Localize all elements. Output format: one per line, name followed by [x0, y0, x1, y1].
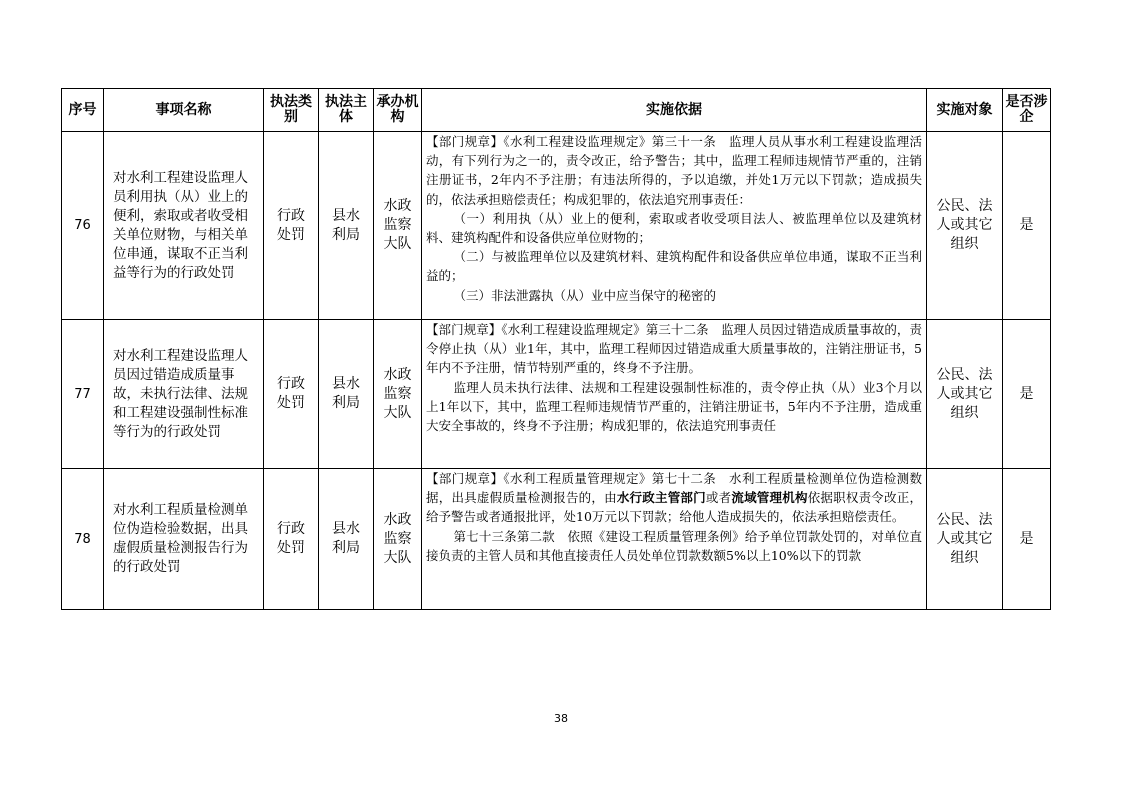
table-header-row	[62, 89, 1051, 132]
basis-text: 或者	[705, 490, 732, 506]
header-agency: 承办机构	[374, 89, 422, 132]
row-name: 对水利工程质量检测单位伪造检验数据，出具虚假质量检测报告行为的行政处罚	[104, 469, 264, 610]
basis-paragraph: 【部门规章】《水利工程建设监理规定》第三十一条 监理人员从事水利工程建设监理活动，有下列行为之一的，责令改正，给予警告；其中，监理工程师违规情节严重的，注销注册证书，2年内不予注册；有违法所得的，予以追缴，并处1万元以下罚款；造成损失的，依法承担赔偿责任；构成犯罪的，依法追究刑事责任：	[426, 134, 922, 207]
header-subject: 执法主体	[319, 89, 374, 132]
basis-bold-text: 流域管理机构	[731, 490, 808, 506]
row-name: 对水利工程建设监理人员利用执（从）业上的便利，索取或者收受相关单位财物，与相关单位串通，谋取不正当利益等行为的行政处罚	[104, 132, 264, 320]
row-category: 行政处罚	[264, 132, 319, 320]
row-enterprise: 是	[1003, 469, 1051, 610]
basis-paragraph: 监理人员未执行法律、法规和工程建设强制性标准的，责令停止执（从）业3个月以上1年以下，其中，监理工程师违规情节严重的，注销注册证书，5年内不予注册，造成重大安全事故的，终身不予注册；构成犯罪的，依法追究刑事责任	[426, 379, 922, 434]
basis-bold-text: 水行政主管部门	[616, 490, 706, 506]
header-category: 执法类别	[264, 89, 319, 132]
row-category: 行政处罚	[264, 320, 319, 469]
table-row	[62, 132, 1051, 320]
row-subject: 县水利局	[319, 469, 374, 610]
basis-text: 【部门规章】《水利工程质量管理规定》第七十二条 水利工程质量检测单位伪造检测数据，出具虚假质量检测报告的，由	[426, 471, 922, 506]
row-name: 对水利工程建设监理人员因过错造成质量事故，未执行法律、法规和工程建设强制性标准等行为的行政处罚	[104, 320, 264, 469]
header-enterprise: 是否涉企	[1003, 89, 1051, 132]
row-agency: 水政监察大队	[374, 320, 422, 469]
row-target: 公民、法人或其它组织	[927, 469, 1003, 610]
row-seq: 78	[62, 469, 104, 610]
basis-paragraph	[426, 469, 922, 527]
basis-paragraph: 第七十三条第二款 依照《建设工程质量管理条例》给予单位罚款处罚的，对单位直接负责的主管人员和其他直接责任人员处单位罚款数额5%以上10%以下的罚款	[426, 528, 922, 563]
row-enterprise: 是	[1003, 132, 1051, 320]
basis-paragraph: （三）非法泄露执（从）业中应当保守的秘密的	[453, 287, 717, 303]
row-agency: 水政监察大队	[374, 132, 422, 320]
row-target: 公民、法人或其它组织	[927, 320, 1003, 469]
table-row	[62, 320, 1051, 469]
table-row	[62, 469, 1051, 610]
row-seq: 77	[62, 320, 104, 469]
row-agency: 水政监察大队	[374, 469, 422, 610]
header-name: 事项名称	[104, 89, 264, 132]
basis-paragraph: 【部门规章】《水利工程建设监理规定》第三十二条 监理人员因过错造成质量事故的，责令停止执（从）业1年，其中，监理工程师因过错造成重大质量事故的，注销注册证书，5年内不予注册，情节特别严重的，终身不予注册。	[426, 322, 922, 376]
enforcement-items-table	[61, 88, 1051, 610]
row-basis	[422, 320, 927, 469]
row-target: 公民、法人或其它组织	[927, 132, 1003, 320]
row-category: 行政处罚	[264, 469, 319, 610]
header-target: 实施对象	[927, 89, 1003, 132]
basis-text: 依据职权责令改正，给予警告或者通报批评，处10万元以下罚款；给他人造成损失的，依法承担赔偿责任。	[426, 490, 922, 525]
header-seq: 序号	[62, 89, 104, 132]
row-seq: 76	[62, 132, 104, 320]
row-subject: 县水利局	[319, 132, 374, 320]
row-subject: 县水利局	[319, 320, 374, 469]
row-basis	[422, 469, 927, 610]
basis-paragraph: （二）与被监理单位以及建筑材料、建筑构配件和设备供应单位串通，谋取不正当利益的；	[426, 249, 922, 284]
header-basis: 实施依据	[422, 89, 927, 132]
row-enterprise: 是	[1003, 320, 1051, 469]
page-number: 38	[554, 712, 568, 725]
basis-paragraph: （一）利用执（从）业上的便利，索取或者收受项目法人、被监理单位以及建筑材料、建筑构配件和设备供应单位财物的；	[426, 210, 922, 246]
row-basis	[422, 132, 927, 320]
